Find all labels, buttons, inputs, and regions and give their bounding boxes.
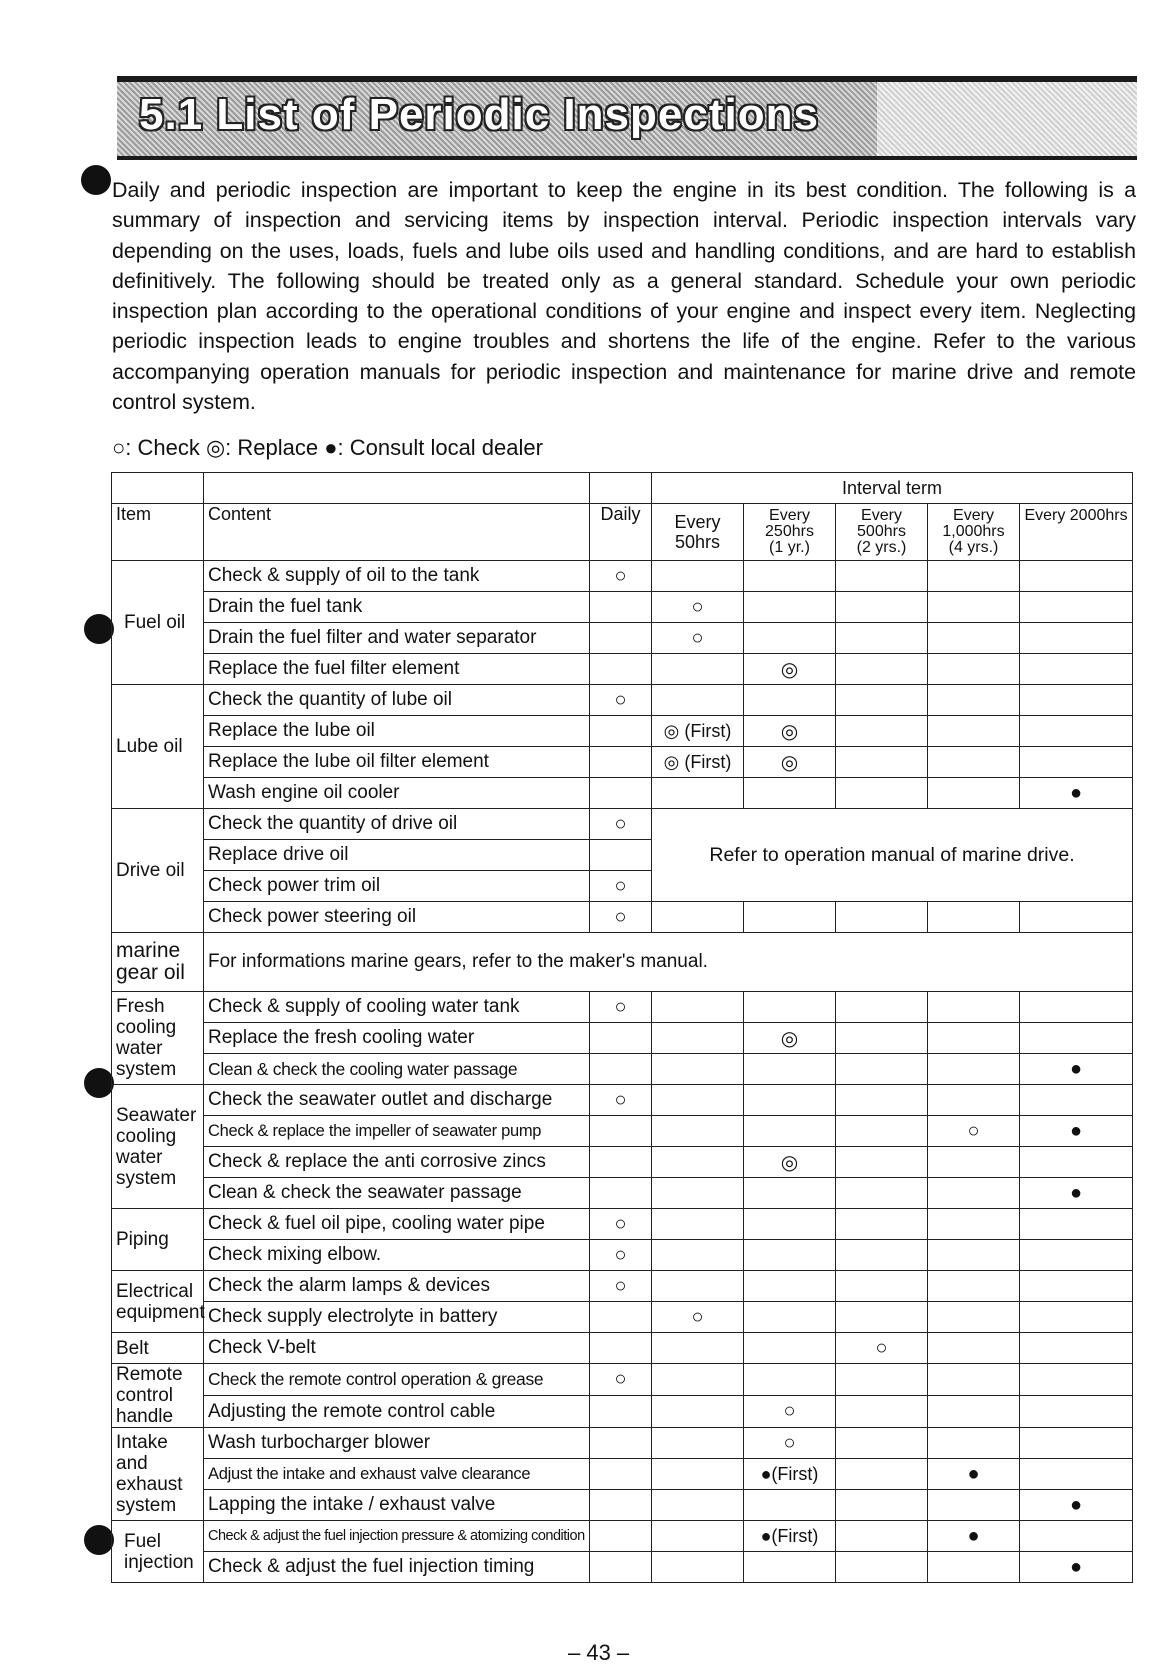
every-1000hrs-years: (4 yrs.): [948, 539, 999, 556]
row-content: Check & replace the anti corrosive zincs: [204, 1147, 590, 1178]
cell: [744, 1490, 836, 1521]
item-header: Item: [112, 504, 204, 561]
header-blank-item: [112, 473, 204, 504]
table-row: [112, 1240, 1133, 1271]
content-header: Content: [204, 504, 590, 561]
cell: [928, 1240, 1020, 1271]
cell: [1020, 747, 1133, 778]
every-500hrs-years: (2 yrs.): [856, 539, 907, 556]
cell: [744, 1054, 836, 1085]
cell: [590, 1023, 652, 1054]
cell: [1020, 716, 1133, 747]
every-250hrs-years: (1 yr.): [769, 539, 810, 556]
row-content: Check supply electrolyte in battery: [204, 1302, 590, 1333]
daily-mark: ○: [590, 1209, 652, 1240]
cell: [1020, 902, 1133, 933]
row-content: Check the quantity of drive oil: [204, 809, 590, 840]
table-row: [112, 716, 1133, 747]
page-number: – 43 –: [568, 1640, 630, 1665]
cell: [652, 1459, 744, 1490]
binder-hole-cooling: [84, 1068, 114, 1098]
cell: [744, 1240, 836, 1271]
cell: [590, 747, 652, 778]
table-row: [112, 1428, 1133, 1459]
cell: [928, 1396, 1020, 1428]
header-row-1: [112, 473, 1133, 504]
cell: [1020, 1147, 1133, 1178]
table-row: [112, 809, 1133, 840]
cell: [836, 592, 928, 623]
cell: [590, 1521, 652, 1552]
cell: [652, 992, 744, 1023]
cell: [836, 902, 928, 933]
cell: [928, 654, 1020, 685]
cell: [836, 561, 928, 592]
marine-gear-note: For informations marine gears, refer to the maker's manual.: [204, 933, 1133, 992]
cell: [590, 1302, 652, 1333]
cell: [1020, 1085, 1133, 1116]
cell: [928, 623, 1020, 654]
cell: [652, 1116, 744, 1147]
250hrs-mark: ○: [744, 1428, 836, 1459]
cell: [836, 1521, 928, 1552]
50hrs-mark: ◎ (First): [652, 747, 744, 778]
cell: [928, 1178, 1020, 1209]
cell: [1020, 1240, 1133, 1271]
cell: [836, 1428, 928, 1459]
drive-note: Refer to operation manual of marine drive.: [652, 809, 1133, 902]
daily-header: Daily: [590, 504, 652, 561]
cell: [1020, 1521, 1133, 1552]
header-blank-content: [204, 473, 590, 504]
inspection-table: [111, 472, 1133, 1583]
cell: [836, 1240, 928, 1271]
cell: [652, 1364, 744, 1396]
every-500hrs-header: [836, 504, 928, 561]
table-row: [112, 1396, 1133, 1428]
cell: [928, 1147, 1020, 1178]
cell: [652, 1396, 744, 1428]
cell: [836, 623, 928, 654]
cell: [836, 1552, 928, 1583]
cell: [744, 902, 836, 933]
group-drive-oil: Drive oil: [112, 809, 204, 933]
cell: [1020, 1459, 1133, 1490]
daily-mark: ○: [590, 685, 652, 716]
row-content: Check V-belt: [204, 1333, 590, 1364]
cell: [1020, 592, 1133, 623]
table-row: [112, 778, 1133, 809]
cell: [652, 1333, 744, 1364]
binder-hole-top: [81, 165, 111, 195]
cell: [928, 716, 1020, 747]
cell: [590, 1428, 652, 1459]
row-content: Clean & check the seawater passage: [204, 1178, 590, 1209]
cell: [590, 1490, 652, 1521]
cell: [1020, 992, 1133, 1023]
cell: [836, 1396, 928, 1428]
cell: [652, 1271, 744, 1302]
2000hrs-mark: ●: [1020, 1116, 1133, 1147]
1000hrs-mark: ●: [928, 1459, 1020, 1490]
cell: [652, 1023, 744, 1054]
page-title: 5.1 List of Periodic Inspections: [139, 90, 819, 139]
table-row: [112, 1209, 1133, 1240]
row-content: Check the quantity of lube oil: [204, 685, 590, 716]
cell: [1020, 1209, 1133, 1240]
daily-mark: ○: [590, 992, 652, 1023]
daily-mark: ○: [590, 871, 652, 902]
row-content: Clean & check the cooling water passage: [204, 1054, 590, 1085]
row-content: Check & supply of oil to the tank: [204, 561, 590, 592]
cell: [836, 1085, 928, 1116]
cell: [744, 623, 836, 654]
50hrs-mark: ○: [652, 623, 744, 654]
cell: [1020, 654, 1133, 685]
row-content: Check the seawater outlet and discharge: [204, 1085, 590, 1116]
cell: [928, 592, 1020, 623]
row-content: Adjusting the remote control cable: [204, 1396, 590, 1428]
daily-mark: ○: [590, 1364, 652, 1396]
header-row-2: [112, 504, 1133, 561]
cell: [744, 778, 836, 809]
cell: [744, 1209, 836, 1240]
row-content: Check the remote control operation & grease: [204, 1364, 590, 1396]
cell: [744, 1364, 836, 1396]
row-content: Drain the fuel tank: [204, 592, 590, 623]
cell: [836, 1209, 928, 1240]
every-500hrs-label: Every 500hrs: [857, 507, 906, 540]
table-row: [112, 1459, 1133, 1490]
cell: [928, 1085, 1020, 1116]
250hrs-mark: ○: [744, 1396, 836, 1428]
cell: [1020, 1271, 1133, 1302]
table-row: [112, 561, 1133, 592]
cell: [928, 561, 1020, 592]
250hrs-mark: ◎: [744, 654, 836, 685]
cell: [590, 840, 652, 871]
cell: [652, 1054, 744, 1085]
table-row: [112, 1023, 1133, 1054]
cell: [836, 654, 928, 685]
cell: [1020, 1023, 1133, 1054]
cell: [1020, 1428, 1133, 1459]
cell: [590, 1147, 652, 1178]
250hrs-mark: ◎: [744, 1147, 836, 1178]
table-row: [112, 1552, 1133, 1583]
cell: [590, 778, 652, 809]
cell: [652, 654, 744, 685]
table-row: [112, 685, 1133, 716]
cell: [928, 902, 1020, 933]
cell: [928, 1428, 1020, 1459]
cell: [836, 747, 928, 778]
cell: [652, 1240, 744, 1271]
cell: [928, 992, 1020, 1023]
table-row: [112, 992, 1133, 1023]
cell: [928, 685, 1020, 716]
cell: [1020, 623, 1133, 654]
daily-mark: ○: [590, 1085, 652, 1116]
cell: [836, 1023, 928, 1054]
group-marine-gear: marine gear oil: [112, 933, 204, 992]
cell: [744, 592, 836, 623]
table-row: [112, 1178, 1133, 1209]
cell: [590, 716, 652, 747]
2000hrs-mark: ●: [1020, 1552, 1133, 1583]
cell: [590, 592, 652, 623]
table-row: [112, 623, 1133, 654]
cell: [928, 778, 1020, 809]
cell: [836, 685, 928, 716]
cell: [590, 654, 652, 685]
row-content: Wash engine oil cooler: [204, 778, 590, 809]
row-content: Check & replace the impeller of seawater pump: [204, 1116, 590, 1147]
row-content: Check & adjust the fuel injection timing: [204, 1552, 590, 1583]
cell: [836, 1271, 928, 1302]
daily-mark: ○: [590, 1240, 652, 1271]
table-row: [112, 1271, 1133, 1302]
cell: [652, 1147, 744, 1178]
cell: [744, 1302, 836, 1333]
cell: [928, 1302, 1020, 1333]
cell: [744, 1085, 836, 1116]
cell: [652, 561, 744, 592]
cell: [744, 1178, 836, 1209]
every-1000hrs-label: Every 1,000hrs: [942, 507, 1005, 540]
cell: [652, 685, 744, 716]
interval-term-header: Interval term: [652, 473, 1133, 504]
row-content: Check & fuel oil pipe, cooling water pipe: [204, 1209, 590, 1240]
every-250hrs-label: Every 250hrs: [765, 507, 814, 540]
cell: [1020, 1333, 1133, 1364]
cell: [836, 1364, 928, 1396]
cell: [652, 1490, 744, 1521]
cell: [590, 1459, 652, 1490]
table-row: [112, 1147, 1133, 1178]
cell: [836, 778, 928, 809]
daily-mark: ○: [590, 902, 652, 933]
daily-mark: ○: [590, 1271, 652, 1302]
legend: ○: Check ◎: Replace ●: Consult local dealer: [112, 435, 543, 460]
intro-paragraph: Daily and periodic inspection are important to keep the engine in its best condition. The following is a summary of inspection and servicing items by inspection interval. Periodic inspection intervals vary depending on the uses, loads, fuels and lube oils used and handling conditions, and are hard to establish definitively. The following should be treated only as a general standard. Schedule your own periodic inspection plan according to the operational conditions of your engine and inspect every item. Neglecting periodic inspection leads to engine troubles and shortens the life of the engine. Refer to the various accompanying operation manuals for periodic inspection and maintenance for marine drive and remote control system.: [112, 178, 1136, 415]
1000hrs-mark: ●: [928, 1521, 1020, 1552]
binder-hole-fuel: [84, 614, 114, 644]
cell: [744, 1116, 836, 1147]
cell: [590, 1178, 652, 1209]
cell: [652, 1178, 744, 1209]
group-seawater-cooling: Seawater cooling water system: [112, 1085, 204, 1209]
binder-hole-injection: [84, 1525, 114, 1555]
row-content: Check & adjust the fuel injection pressure & atomizing condition: [204, 1521, 590, 1552]
cell: [928, 1333, 1020, 1364]
row-content: Replace the lube oil: [204, 716, 590, 747]
daily-mark: ○: [590, 809, 652, 840]
cell: [652, 1521, 744, 1552]
table-row: [112, 592, 1133, 623]
cell: [928, 1364, 1020, 1396]
row-content: Replace the lube oil filter element: [204, 747, 590, 778]
cell: [836, 1116, 928, 1147]
cell: [744, 561, 836, 592]
table-row: [112, 1490, 1133, 1521]
cell: [1020, 561, 1133, 592]
cell: [1020, 1302, 1133, 1333]
row-content: Wash turbocharger blower: [204, 1428, 590, 1459]
cell: [652, 778, 744, 809]
50hrs-mark: ◎ (First): [652, 716, 744, 747]
cell: [1020, 1364, 1133, 1396]
table-row: [112, 1085, 1133, 1116]
cell: [1020, 685, 1133, 716]
row-content: Check the alarm lamps & devices: [204, 1271, 590, 1302]
header-blank-daily: [590, 473, 652, 504]
row-content: Drain the fuel filter and water separator: [204, 623, 590, 654]
every-250hrs-header: [744, 504, 836, 561]
cell: [836, 992, 928, 1023]
table-row: [112, 1364, 1133, 1396]
2000hrs-mark: ●: [1020, 1490, 1133, 1521]
group-belt: Belt: [112, 1333, 204, 1364]
cell: [652, 1085, 744, 1116]
row-content: Replace the fresh cooling water: [204, 1023, 590, 1054]
cell: [652, 1428, 744, 1459]
cell: [652, 1552, 744, 1583]
title-bar: [117, 76, 1137, 160]
table-row: [112, 1521, 1133, 1552]
table-row: [112, 933, 1133, 992]
every-50hrs-header: Every 50hrs: [652, 504, 744, 561]
cell: [836, 1178, 928, 1209]
50hrs-mark: ○: [652, 592, 744, 623]
table-row: [112, 1054, 1133, 1085]
cell: [1020, 1396, 1133, 1428]
table-row: [112, 1333, 1133, 1364]
daily-mark: ○: [590, 561, 652, 592]
250hrs-mark: ◎: [744, 1023, 836, 1054]
cell: [836, 1147, 928, 1178]
cell: [652, 902, 744, 933]
row-content: Replace the fuel filter element: [204, 654, 590, 685]
cell: [590, 1116, 652, 1147]
cell: [928, 1271, 1020, 1302]
500hrs-mark: ○: [836, 1333, 928, 1364]
group-fresh-cooling: Fresh cooling water system: [112, 992, 204, 1085]
cell: [744, 685, 836, 716]
table-row: [112, 902, 1133, 933]
table-row: [112, 654, 1133, 685]
every-2000hrs-header: Every 2000hrs: [1020, 504, 1133, 561]
250hrs-mark: ●(First): [744, 1521, 836, 1552]
group-fuel-oil: Fuel oil: [112, 561, 204, 685]
row-content: Adjust the intake and exhaust valve clearance: [204, 1459, 590, 1490]
row-content: Check power trim oil: [204, 871, 590, 902]
250hrs-mark: ◎: [744, 747, 836, 778]
cell: [928, 1552, 1020, 1583]
cell: [744, 992, 836, 1023]
50hrs-mark: ○: [652, 1302, 744, 1333]
group-lube-oil: Lube oil: [112, 685, 204, 809]
2000hrs-mark: ●: [1020, 1054, 1133, 1085]
cell: [836, 716, 928, 747]
table-row: [112, 1116, 1133, 1147]
group-fuel-injection: Fuel injection: [112, 1521, 204, 1583]
cell: [836, 1459, 928, 1490]
cell: [928, 1209, 1020, 1240]
row-content: Check mixing elbow.: [204, 1240, 590, 1271]
cell: [836, 1302, 928, 1333]
cell: [590, 1552, 652, 1583]
250hrs-mark: ◎: [744, 716, 836, 747]
2000hrs-mark: ●: [1020, 778, 1133, 809]
cell: [928, 1023, 1020, 1054]
cell: [836, 1490, 928, 1521]
cell: [744, 1271, 836, 1302]
row-content: Lapping the intake / exhaust valve: [204, 1490, 590, 1521]
cell: [590, 1054, 652, 1085]
cell: [928, 1054, 1020, 1085]
every-1000hrs-header: [928, 504, 1020, 561]
cell: [652, 1209, 744, 1240]
2000hrs-mark: ●: [1020, 1178, 1133, 1209]
cell: [744, 1552, 836, 1583]
cell: [590, 1333, 652, 1364]
cell: [744, 1333, 836, 1364]
1000hrs-mark: ○: [928, 1116, 1020, 1147]
cell: [590, 1396, 652, 1428]
cell: [836, 1054, 928, 1085]
group-electrical: Electrical equipment: [112, 1271, 204, 1333]
250hrs-mark: ●(First): [744, 1459, 836, 1490]
cell: [928, 747, 1020, 778]
group-piping: Piping: [112, 1209, 204, 1271]
group-remote-control: Remote control handle: [112, 1364, 204, 1428]
table-row: [112, 1302, 1133, 1333]
cell: [590, 623, 652, 654]
row-content: Replace drive oil: [204, 840, 590, 871]
table-row: [112, 747, 1133, 778]
cell: [928, 1490, 1020, 1521]
group-intake-exhaust: Intake and exhaust system: [112, 1428, 204, 1521]
row-content: Check & supply of cooling water tank: [204, 992, 590, 1023]
row-content: Check power steering oil: [204, 902, 590, 933]
